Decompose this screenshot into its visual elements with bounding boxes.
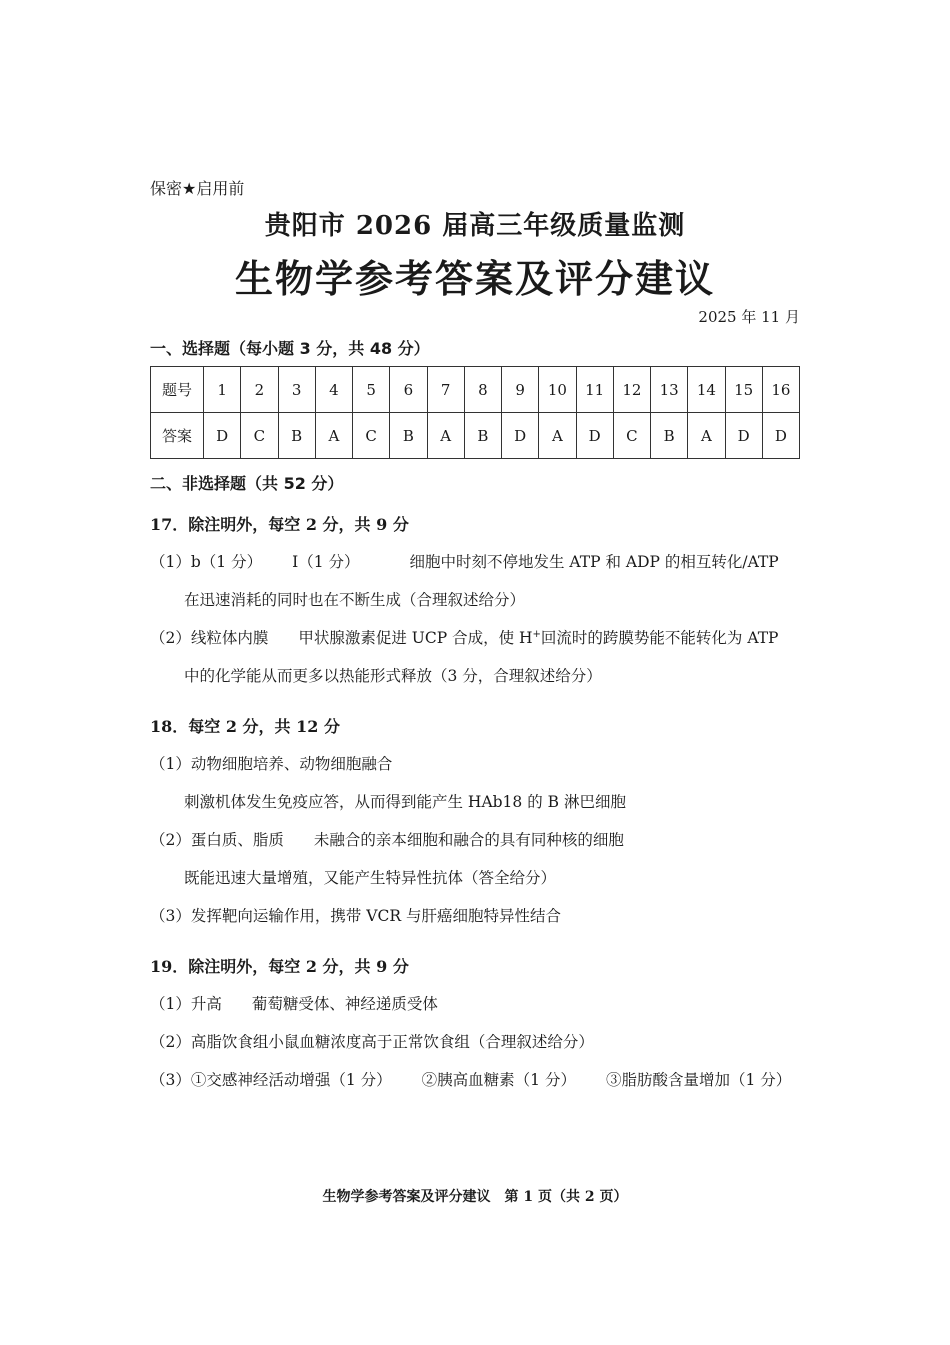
q17-part1-line2: 在迅速消耗的同时也在不断生成（合理叙述给分） (184, 591, 526, 609)
q18-part3-line: （3）发挥靶向运输作用，携带 VCR 与肝癌细胞特异性结合 (150, 907, 561, 925)
question-number-cell: 13 (651, 367, 688, 413)
q17-part2-line2: 中的化学能从而更多以热能形式释放（3 分，合理叙述给分） (184, 667, 602, 685)
table-row-answers (151, 413, 800, 459)
question-number-cell: 4 (315, 367, 352, 413)
answer-cell: D (725, 413, 762, 459)
question-number-cell: 9 (502, 367, 539, 413)
section2-heading: 二、非选择题（共 52 分） (150, 474, 344, 493)
question-number-cell: 7 (427, 367, 464, 413)
question-number-cell: 8 (464, 367, 501, 413)
q19-part3-answer-b: ②胰高血糖素（1 分） (421, 1071, 576, 1089)
document-title: 生物学参考答案及评分建议 (234, 256, 715, 301)
q18-part2-answer-b: 未融合的亲本细胞和融合的具有同种核的细胞 (313, 831, 624, 849)
q18-heading: 18．每空 2 分，共 12 分 (150, 717, 340, 736)
q17-answer-atp: 细胞中时刻不停地发生 ATP 和 ADP 的相互转化/ATP (409, 553, 779, 571)
answer-cell: D (502, 413, 539, 459)
question-number-cell: 1 (204, 367, 241, 413)
answer-cell: D (762, 413, 799, 459)
exam-title: 贵阳市 2026 届高三年级质量监测 (264, 211, 686, 241)
question-number-cell: 3 (278, 367, 315, 413)
answer-cell: A (539, 413, 576, 459)
question-number-cell: 10 (539, 367, 576, 413)
q19-part1-answer-b: 葡萄糖受体、神经递质受体 (251, 995, 438, 1013)
q17-answer-roman: Ⅰ（1 分） (292, 553, 360, 571)
question-number-cell: 12 (613, 367, 650, 413)
confidential-label: 保密★启用前 (150, 179, 245, 198)
answer-cell: A (315, 413, 352, 459)
q19-part1-answer-a: （1）升高 (150, 995, 222, 1013)
q17-part2-text-b: 回流时的跨膜势能不能转化为 ATP (540, 629, 779, 647)
q19-part1-line (150, 992, 438, 1014)
superscript-plus: + (532, 628, 541, 640)
page-footer: 生物学参考答案及评分建议 第 1 页（共 2 页） (322, 1189, 628, 1205)
q19-part3-line (150, 1068, 791, 1090)
answer-cell: C (353, 413, 390, 459)
q18-part2-answer-a: （2）蛋白质、脂质 (150, 831, 284, 849)
answer-cell: A (427, 413, 464, 459)
question-number-cell: 16 (762, 367, 799, 413)
q19-part3-answer-c: ③脂肪酸含量增加（1 分） (605, 1071, 792, 1089)
row-label-answer: 答案 (151, 413, 204, 459)
row-label-number: 题号 (151, 367, 204, 413)
question-number-cell: 6 (390, 367, 427, 413)
q17-part2-text-a: 甲状腺激素促进 UCP 合成，使 H (298, 629, 533, 647)
question-number-cell: 2 (241, 367, 278, 413)
question-number-cell: 11 (576, 367, 613, 413)
answer-cell: D (204, 413, 241, 459)
q17-part1-line1 (150, 550, 779, 572)
q18-part2-line2: 既能迅速大量增殖，又能产生特异性抗体（答全给分） (184, 869, 557, 887)
answer-cell: C (613, 413, 650, 459)
q17-part2-answer-a: （2）线粒体内膜 (150, 629, 269, 647)
q17-answer-b: （1）b（1 分） (150, 553, 263, 571)
q18-part1-line1: （1）动物细胞培养、动物细胞融合 (150, 755, 393, 773)
answer-cell: C (241, 413, 278, 459)
answer-cell: B (464, 413, 501, 459)
q19-part2-line: （2）高脂饮食组小鼠血糖浓度高于正常饮食组（合理叙述给分） (150, 1033, 594, 1051)
q19-part3-answer-a: （3）①交感神经活动增强（1 分） (150, 1071, 392, 1089)
q19-heading: 19．除注明外，每空 2 分，共 9 分 (150, 957, 409, 976)
q17-heading: 17．除注明外，每空 2 分，共 9 分 (150, 515, 409, 534)
q17-part2-line1 (150, 626, 778, 648)
answer-cell: A (688, 413, 725, 459)
q18-part1-line2: 刺激机体发生免疫应答，从而得到能产生 HAb18 的 B 淋巴细胞 (184, 793, 626, 811)
q18-part2-line1 (150, 828, 624, 850)
question-number-cell: 5 (353, 367, 390, 413)
document-date: 2025 年 11 月 (698, 308, 800, 326)
question-number-cell: 14 (688, 367, 725, 413)
table-row-numbers (151, 367, 800, 413)
answer-cell: B (651, 413, 688, 459)
answer-cell: B (390, 413, 427, 459)
section1-heading: 一、选择题（每小题 3 分，共 48 分） (150, 339, 430, 358)
question-number-cell: 15 (725, 367, 762, 413)
answer-table (150, 366, 800, 459)
answer-cell: B (278, 413, 315, 459)
answer-cell: D (576, 413, 613, 459)
